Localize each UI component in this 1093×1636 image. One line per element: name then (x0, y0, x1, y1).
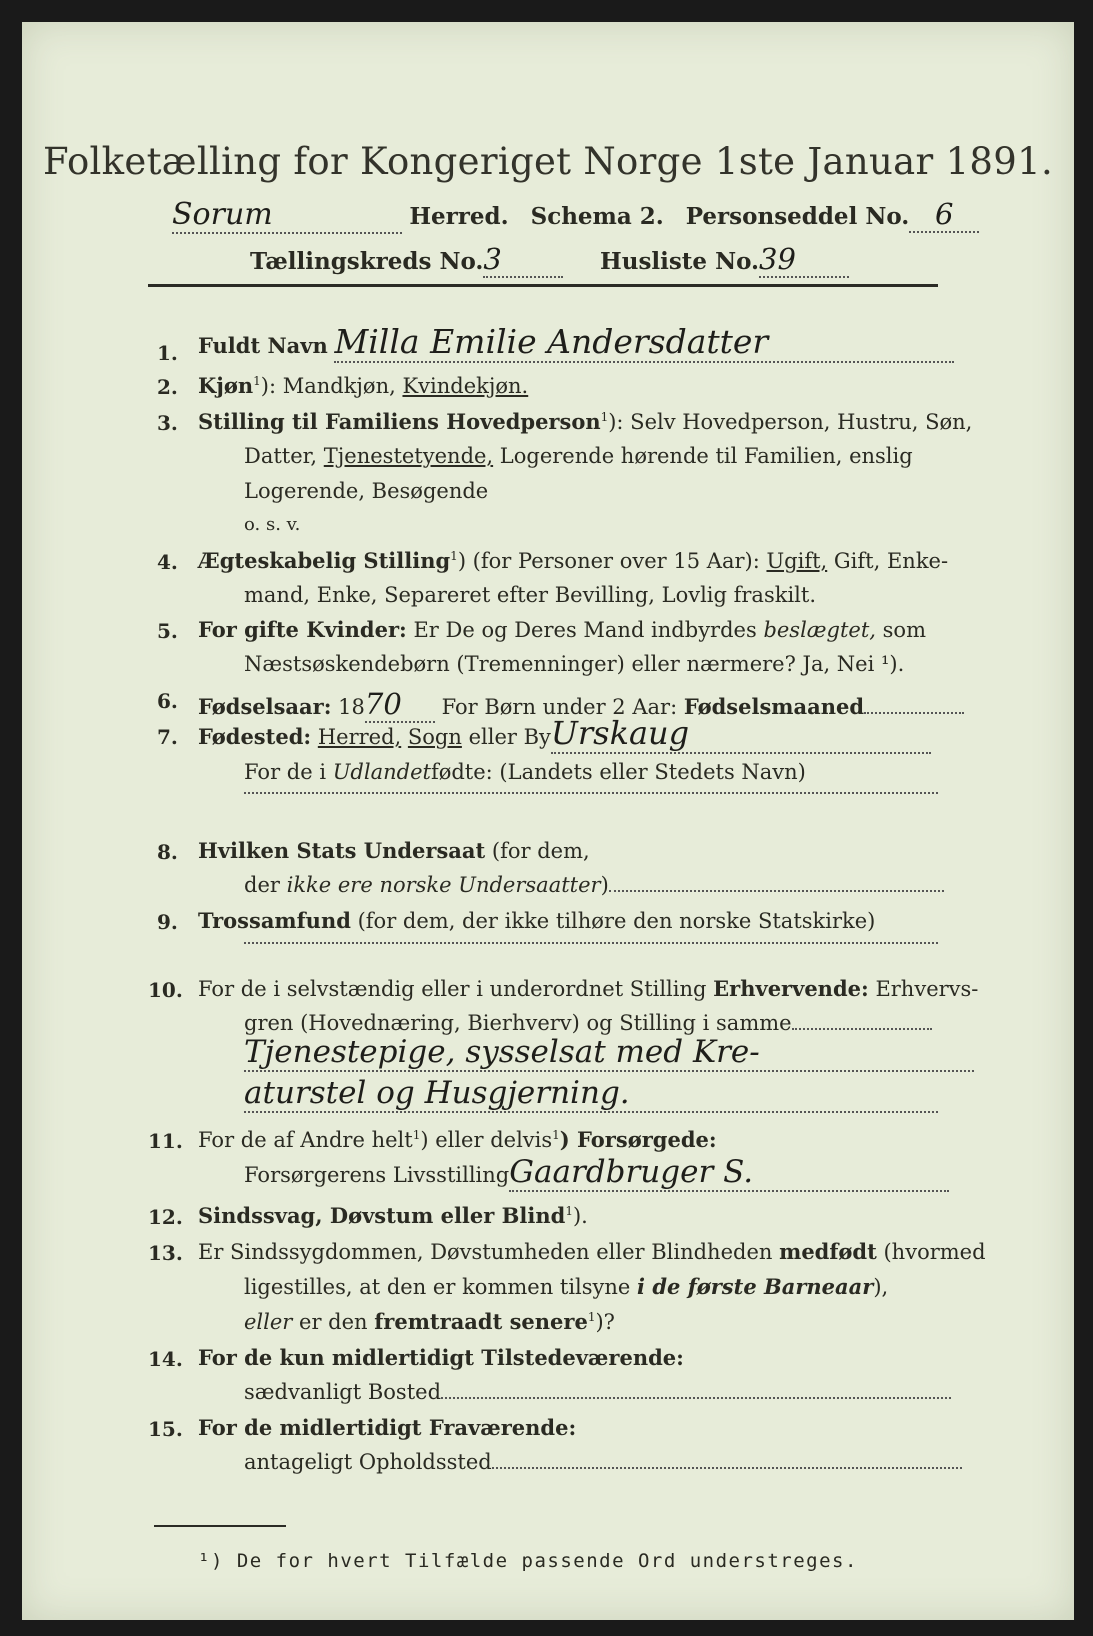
q3-line3: Logerende, Besøgende (244, 479, 489, 503)
q8-text1: (for dem, (491, 839, 590, 863)
q5-text1c: som (882, 618, 926, 642)
taellingskreds-value: 3 (483, 242, 563, 278)
schema-label: Schema 2. (530, 203, 664, 230)
q14-line1 (198, 1345, 684, 1370)
q6-prefix: 18 (338, 695, 365, 719)
q9-blank-line (244, 942, 938, 944)
q13-text2a: ligestilles, at den er kommen tilsyne (244, 1275, 631, 1299)
q5-text1b: beslægtet, (763, 618, 876, 642)
q5-line2: Næstsøskendebørn (Tremenninger) eller nærmere? Ja, Nei ¹). (244, 652, 905, 676)
q7-option-sogn: Sogn (407, 725, 462, 749)
q14-label: For de kun midlertidigt Tilstedeværende: (198, 1345, 684, 1370)
q4-text1c: Gift, Enke- (833, 549, 949, 573)
q10-occupation-value1: Tjenestepige, sysselsat med Kre- (244, 1034, 974, 1072)
q3-number: 3. (157, 411, 178, 435)
footnote (198, 1550, 858, 1572)
q14-field (441, 1397, 951, 1399)
q2-line: Kjøn$^1$): Mandkjøn, Kvindekjøn. (198, 373, 529, 398)
q3-line4: o. s. v. (244, 514, 301, 535)
q11-line2 (244, 1154, 949, 1192)
q8-number: 8. (157, 840, 178, 864)
q7-text2a: For de i (244, 760, 327, 784)
q10-text1c: Erhvervs- (875, 977, 979, 1001)
q5-text1a: Er De og Deres Mand indbyrdes (413, 618, 757, 642)
q10-line1 (198, 976, 978, 1001)
q5-number: 5. (157, 619, 178, 643)
q4-text1a: ) (for Personer over 15 Aar): (457, 549, 760, 573)
q15-line2 (244, 1450, 962, 1474)
q11-label: ) Forsørgede: (559, 1127, 717, 1152)
footnote-rule (154, 1525, 286, 1527)
q6-birthyear-value: 70 (365, 687, 435, 723)
q13-number: 13. (148, 1241, 183, 1265)
q3-option-tjenestetyende: Tjenestetyende, (323, 444, 494, 468)
header-rule (148, 284, 938, 287)
q4-label: Ægteskabelig Stilling (198, 548, 451, 573)
q5-line1 (198, 617, 926, 642)
q3-line1: Stilling til Familiens Hovedperson$^1$): Selv Hovedperson, Hustru, Søn, (198, 409, 973, 434)
header-kreds-line (250, 242, 849, 278)
q13-text3a: eller (244, 1310, 293, 1334)
q3-text2c: Logerende hørende til Familien, enslig (499, 444, 913, 468)
q7-text2c: fødte: (Landets eller Stedets Navn) (430, 760, 806, 784)
q10-value-line2 (244, 1075, 938, 1113)
q13-text1a: Er Sindssygdommen, Døvstumheden eller Blindheden (198, 1240, 773, 1264)
q8-text2b: ikke ere norske Undersaatter (286, 873, 601, 897)
q13-line2 (244, 1274, 888, 1299)
q10-number: 10. (148, 978, 183, 1002)
q7-label: Fødested: (198, 724, 312, 749)
q8-text2a: der (244, 873, 280, 897)
q7-number: 7. (157, 725, 178, 749)
husliste-value: 39 (759, 242, 849, 278)
q8-line2 (244, 873, 944, 897)
q13-line3: eller er den fremtraadt senere$^1$)? (244, 1309, 615, 1334)
q3-label: Stilling til Familiens Hovedperson (198, 409, 601, 434)
q10-value-line1 (244, 1034, 974, 1072)
q3-text1: ): Selv Hovedperson, Hustru, Søn, (608, 410, 973, 434)
q11-line1: For de af Andre helt$^1$) eller delvis$^1$) Forsørgede: (198, 1127, 717, 1152)
q11-provider-value: Gaardbruger S. (509, 1154, 949, 1192)
q4-line2: mand, Enke, Separeret efter Bevilling, Lovlig fraskilt. (244, 583, 817, 607)
q8-field (609, 890, 944, 892)
q7-blank-line (244, 792, 938, 794)
q9-number: 9. (157, 910, 178, 934)
q14-number: 14. (148, 1347, 183, 1371)
form-title: Folketælling for Kongeriget Norge 1ste Januar 1891. (43, 140, 1053, 183)
q10-occupation-value2: aturstel og Husgjerning. (244, 1075, 938, 1113)
personseddel-label: Personseddel No. (685, 203, 910, 230)
q6-text: For Børn under 2 Aar: (441, 695, 678, 719)
q14-line2 (244, 1380, 951, 1404)
q7-text2b: Udlandet (332, 760, 431, 784)
q13-text1c: (hvormed (883, 1240, 986, 1264)
q7-option-herred: Herred, (317, 725, 402, 749)
q10-label: Erhvervende: (713, 976, 869, 1001)
footnote-text: De for hvert Tilfælde passende Ord understreges. (236, 1550, 858, 1572)
q15-field (492, 1467, 962, 1469)
q8-line1 (198, 838, 590, 863)
q11-text1a: For de af Andre helt (198, 1128, 413, 1152)
header-herred-line (172, 197, 979, 234)
husliste-label: Husliste No. (599, 248, 760, 275)
q2-number: 2. (157, 375, 178, 399)
q13-label: medfødt (779, 1239, 877, 1264)
herred-value: Sorum (172, 197, 402, 234)
q7-line2 (244, 760, 806, 784)
q11-text2: Forsørgerens Livsstilling (244, 1163, 510, 1187)
census-form-sheet (22, 22, 1074, 1620)
q1-name-value: Milla Emilie Andersdatter (334, 322, 954, 363)
q3-text2a: Datter, (244, 444, 318, 468)
q9-line (198, 908, 875, 933)
q6-label: Fødselsaar: (198, 694, 332, 719)
q3-line2 (244, 444, 913, 468)
q15-number: 15. (148, 1417, 183, 1441)
q2-label: Kjøn (198, 373, 254, 398)
q10-text1a: For de i selvstændig eller i underordnet Stilling (198, 977, 707, 1001)
q4-number: 4. (157, 550, 178, 574)
q15-text2: antageligt Opholdssted (244, 1450, 492, 1474)
q7-birthplace-value: Urskaug (551, 714, 931, 754)
q13-text3b: er den (299, 1310, 368, 1334)
footnote-mark: ¹) (198, 1550, 224, 1572)
q13-text2b: i de første Barneaar (637, 1274, 874, 1299)
q12-label: Sindssvag, Døvstum eller Blind (198, 1203, 566, 1228)
q4-option-ugift: Ugift, (766, 549, 828, 573)
taellingskreds-label: Tællingskreds No. (250, 248, 484, 275)
q9-text: (for dem, der ikke tilhøre den norske Statskirke) (357, 909, 876, 933)
q10-text2: gren (Hovednæring, Bierhverv) og Stilling i samme (244, 1011, 792, 1035)
q1-number: 1. (157, 341, 178, 365)
q13-text2c: ), (873, 1275, 889, 1299)
q7-line1 (198, 714, 931, 754)
q8-text2c: ) (600, 873, 609, 897)
herred-label: Herred. (409, 203, 509, 230)
q1-label: Fuldt Navn (198, 333, 328, 358)
q15-line1 (198, 1415, 576, 1440)
q10-field (792, 1028, 932, 1030)
q9-label: Trossamfund (198, 908, 351, 933)
personseddel-value: 6 (909, 197, 979, 233)
q5-label: For gifte Kvinder: (198, 617, 407, 642)
q14-text2: sædvanligt Bosted (244, 1380, 442, 1404)
q11-text1b: ) eller delvis (420, 1128, 553, 1152)
q12-line: Sindssvag, Døvstum eller Blind$^1$). (198, 1203, 588, 1228)
q12-text: ). (572, 1204, 588, 1228)
q13-text3c: fremtraadt senere (374, 1309, 588, 1334)
q15-label: For de midlertidigt Fraværende: (198, 1415, 577, 1440)
q2-text: ): Mandkjøn, (260, 374, 396, 398)
q13-line1 (198, 1239, 986, 1264)
q6-number: 6. (157, 689, 178, 713)
q2-option-kvindekjon: Kvindekjøn. (402, 374, 529, 398)
q10-line2 (244, 1011, 932, 1035)
q1-line (198, 322, 954, 363)
q6-label2: Fødselsmaaned (683, 694, 865, 719)
q4-line1: Ægteskabelig Stilling$^1$) (for Personer over 15 Aar): Ugift, Gift, Enke- (198, 548, 949, 573)
q13-text3d: )? (595, 1310, 615, 1334)
q11-number: 11. (148, 1129, 183, 1153)
q7-text: eller By (468, 725, 551, 749)
q12-number: 12. (148, 1205, 183, 1229)
q8-label: Hvilken Stats Undersaat (198, 838, 486, 863)
